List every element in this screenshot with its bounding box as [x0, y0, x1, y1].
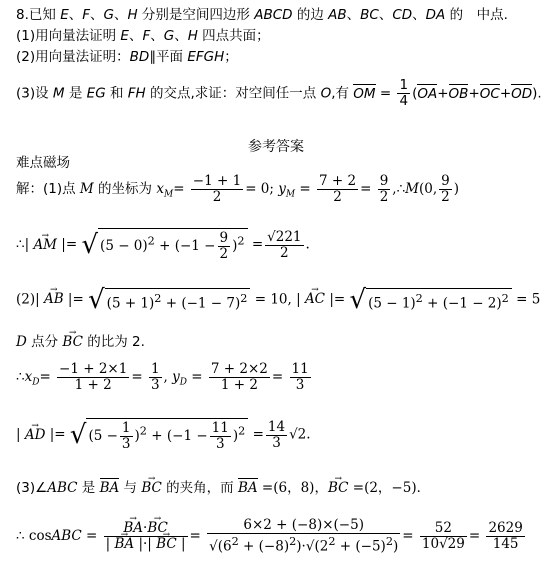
ad-line: | → AD |= √ (5 − $\frac{1}{3}$ )$^2$ + (−1 − $\frac{11}{3}$ )$^2$ = $\frac{14}{3}$ √2. — [16, 418, 311, 452]
answer-subtitle: 难点磁场 — [16, 155, 70, 171]
d-ratio-line: D 点分 → BC 的比为 2. — [16, 334, 145, 350]
problem-line-4: (3)设 M 是 EG 和 FH 的交点,求证：对空间任一点 O,有 OM = $\frac{1}{4}$ (OA+OB+OC+OD). — [16, 77, 542, 109]
angle-line: (3)∠ABC 是 BA 与 → BC 的夹角，而 BA =(6，8)，→ BC =(2，−5)． — [16, 480, 430, 496]
xd-yd-line: $\therefore x_D=$ $\frac{-1 + 2\times 1}{1 + 2}$ = $\frac{1}{3}$ , $y_D$ = $\frac{7 + 2\times 2}{1 + 2}$ = $\frac{11}{3}$ — [16, 361, 309, 393]
ab-ac-line: (2)| → AB |= √ $(5 + 1)^2 + (-1 - 7)^2 = 10$, | → AC |= √ $(5 - 1)^2 + (-1 - 2)^2 = 5$ — [16, 288, 540, 312]
cos-line: ∴ cosABC = → $\frac{BA\cdot\to BC}{| \to BA |\cdot| \to BC |}$ = $\frac{6\times 2 + (-8)\times(-5)}{√(6^2 + (-8)^2)\cdot√(2^2 + (-5)^2)}$ = $\frac{52}{10√29}$ = $\frac{2629}{145}$ — [16, 518, 527, 555]
problem-line-3: (2)用向量法证明：BD∥平面 EFGH； — [16, 49, 238, 65]
answer-title: 参考答案 — [248, 139, 304, 155]
am-line: ∴| → AM |= √ $(5 - 0)^2 + (-1$ − $\frac{9}{2}$ )$^2$ = $\frac{√221}{2}$ . — [16, 228, 310, 262]
problem-number: 8. — [16, 7, 29, 23]
solution-line-1: 解：(1)点 M 的坐标为 $x_M=$ $\frac{-1 + 1}{2}$ = 0; $y_M$ = $\frac{7 + 2}{2}$ = $\frac{9}{2}$ ,∴M(0, $\frac{9}{2}$ ) — [16, 173, 460, 205]
problem-line-2: (1)用向量法证明 E、F、G、H 四点共面； — [16, 28, 270, 44]
problem-line-1: 8.已知 E、F、G、H 分别是空间四边形 ABCD 的边 AB、BC、CD、DA 的 中点. — [16, 7, 508, 23]
